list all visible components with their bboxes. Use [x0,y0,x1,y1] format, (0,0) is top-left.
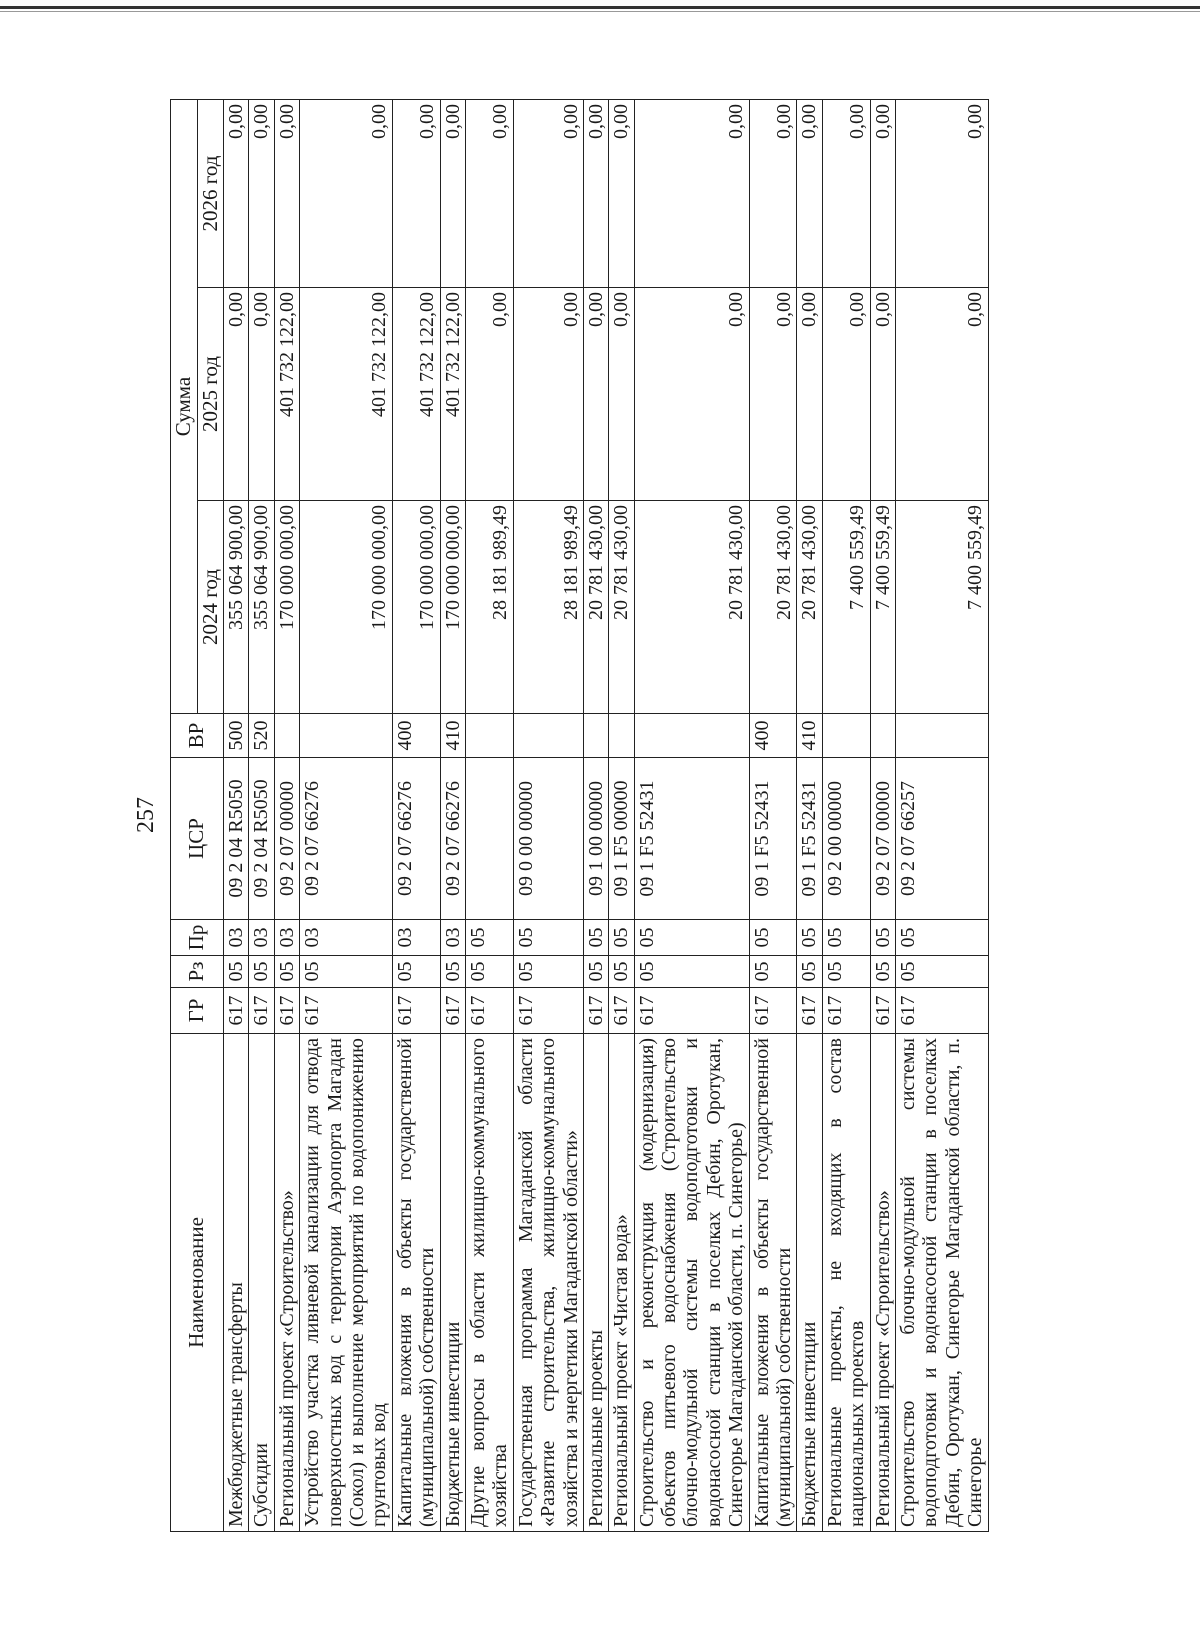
cell-rz: 05 [392,956,440,988]
cell-name: Региональный проект «Строительство» [870,1034,895,1532]
cell-2025: 0,00 [634,288,749,501]
cell-2026: 0,00 [465,99,513,287]
cell-csr: 09 2 00 00000 [822,758,870,920]
table-row [749,99,797,1531]
cell-name: Региональный проект «Строительство» [274,1034,299,1532]
header-2026: 2026 год [197,99,224,287]
cell-2024: 28 181 989,49 [465,501,513,714]
cell-2026: 0,00 [249,99,274,287]
cell-pr: 03 [440,920,465,956]
cell-csr: 09 2 04 R5050 [224,758,249,920]
header-pr: Пр [171,920,224,956]
cell-pr: 03 [224,920,249,956]
cell-csr: 09 1 F5 52431 [797,758,822,920]
cell-vr: 410 [440,714,465,758]
cell-2025: 0,00 [249,288,274,501]
cell-pr: 05 [513,920,583,956]
cell-vr [609,714,634,758]
table-body [224,99,989,1531]
cell-name: Государственная программа Магаданской области «Развитие строительства, жилищно-коммунального хозяйства и энергетики Магаданской области» [513,1034,583,1532]
cell-2026: 0,00 [609,99,634,287]
cell-gr: 617 [749,988,797,1034]
cell-pr: 03 [249,920,274,956]
cell-gr: 617 [797,988,822,1034]
cell-csr: 09 1 F5 52431 [634,758,749,920]
cell-vr: 500 [224,714,249,758]
cell-csr: 09 0 00 00000 [513,758,583,920]
cell-gr: 617 [609,988,634,1034]
cell-rz: 05 [300,956,393,988]
cell-2024: 170 000 000,00 [300,501,393,714]
table-header [171,99,224,1531]
table-row [440,99,465,1531]
cell-2024: 7 400 559,49 [822,501,870,714]
cell-2026: 0,00 [583,99,608,287]
cell-2026: 0,00 [870,99,895,287]
cell-csr: 09 1 00 00000 [583,758,608,920]
cell-name: Строительство и реконструкция (модернизация) объектов питьевого водоснабжения (Строительство блочно-модульной системы водоподготовки и водонасосной станции в поселках Дебин, Оротукан, Синегорье Магаданской области, п. Синегорье) [634,1034,749,1532]
cell-name: Устройство участка ливневой канализации для отвода поверхностных вод с территории Аэропорта Магадан (Сокол) и выполнение мероприятий по водопонижению грунтовых вод [300,1034,393,1532]
cell-vr [274,714,299,758]
table-row [822,99,870,1531]
cell-2026: 0,00 [224,99,249,287]
cell-vr [513,714,583,758]
cell-rz: 05 [895,956,988,988]
cell-rz: 05 [797,956,822,988]
cell-rz: 05 [249,956,274,988]
header-gr: ГР [171,988,224,1034]
cell-rz: 05 [465,956,513,988]
table-row [870,99,895,1531]
cell-rz: 05 [224,956,249,988]
cell-2024: 20 781 430,00 [749,501,797,714]
header-2024: 2024 год [197,501,224,714]
cell-pr: 05 [465,920,513,956]
table-row [249,99,274,1531]
cell-name: Региональный проект «Чистая вода» [609,1034,634,1532]
cell-2024: 170 000 000,00 [274,501,299,714]
cell-gr: 617 [440,988,465,1034]
cell-2026: 0,00 [634,99,749,287]
header-sum: Сумма [171,99,198,713]
cell-2026: 0,00 [797,99,822,287]
cell-gr: 617 [513,988,583,1034]
table-row [300,99,393,1531]
cell-csr: 09 2 07 66276 [440,758,465,920]
cell-rz: 05 [822,956,870,988]
cell-csr [465,758,513,920]
table-row [392,99,440,1531]
cell-2024: 20 781 430,00 [583,501,608,714]
cell-2024: 7 400 559,49 [895,501,988,714]
cell-csr: 09 2 07 00000 [870,758,895,920]
cell-gr: 617 [224,988,249,1034]
cell-rz: 05 [749,956,797,988]
cell-2026: 0,00 [300,99,393,287]
cell-2024: 28 181 989,49 [513,501,583,714]
cell-2025: 0,00 [797,288,822,501]
cell-gr: 617 [895,988,988,1034]
cell-csr: 09 2 07 66276 [392,758,440,920]
header-csr: ЦСР [171,758,224,920]
cell-2025: 0,00 [822,288,870,501]
cell-gr: 617 [822,988,870,1034]
cell-pr: 03 [274,920,299,956]
budget-table [170,99,989,1532]
cell-2025: 0,00 [513,288,583,501]
header-rz: Рз [171,956,224,988]
cell-2026: 0,00 [440,99,465,287]
cell-rz: 05 [513,956,583,988]
cell-2025: 0,00 [609,288,634,501]
cell-rz: 05 [634,956,749,988]
cell-gr: 617 [274,988,299,1034]
cell-gr: 617 [583,988,608,1034]
cell-name: Капитальные вложения в объекты государственной (муниципальной) собственности [392,1034,440,1532]
cell-name: Капитальные вложения в объекты государственной (муниципальной) собственности [749,1034,797,1532]
cell-pr: 05 [583,920,608,956]
cell-pr: 05 [797,920,822,956]
cell-vr: 520 [249,714,274,758]
cell-2024: 20 781 430,00 [609,501,634,714]
cell-name: Региональные проекты, не входящих в состав национальных проектов [822,1034,870,1532]
cell-2025: 0,00 [465,288,513,501]
cell-2026: 0,00 [513,99,583,287]
cell-gr: 617 [870,988,895,1034]
cell-2025: 401 732 122,00 [392,288,440,501]
header-vr: ВР [171,714,224,758]
cell-vr [822,714,870,758]
cell-name: Бюджетные инвестиции [440,1034,465,1532]
table-row [274,99,299,1531]
table-row [634,99,749,1531]
cell-2024: 355 064 900,00 [224,501,249,714]
cell-vr [895,714,988,758]
cell-vr: 410 [797,714,822,758]
cell-gr: 617 [300,988,393,1034]
table-row [513,99,583,1531]
cell-name: Межбюджетные трансферты [224,1034,249,1532]
cell-name: Бюджетные инвестиции [797,1034,822,1532]
cell-2026: 0,00 [274,99,299,287]
cell-gr: 617 [392,988,440,1034]
cell-gr: 617 [249,988,274,1034]
header-name: Наименование [171,1034,224,1532]
cell-2024: 7 400 559,49 [870,501,895,714]
cell-rz: 05 [870,956,895,988]
cell-2025: 401 732 122,00 [440,288,465,501]
cell-pr: 05 [634,920,749,956]
cell-csr: 09 2 04 R5050 [249,758,274,920]
cell-csr: 09 2 07 66257 [895,758,988,920]
cell-vr [634,714,749,758]
cell-2025: 0,00 [583,288,608,501]
cell-name: Региональные проекты [583,1034,608,1532]
cell-2026: 0,00 [749,99,797,287]
cell-vr [870,714,895,758]
cell-vr [300,714,393,758]
cell-pr: 03 [300,920,393,956]
cell-2024: 20 781 430,00 [634,501,749,714]
cell-2024: 170 000 000,00 [392,501,440,714]
cell-2025: 401 732 122,00 [300,288,393,501]
page-number: 257 [133,797,159,833]
rotated-table-container [170,100,1098,1532]
cell-2024: 170 000 000,00 [440,501,465,714]
cell-pr: 05 [609,920,634,956]
table-row [583,99,608,1531]
cell-pr: 03 [392,920,440,956]
cell-name: Субсидии [249,1034,274,1532]
header-2025: 2025 год [197,288,224,501]
cell-2025: 0,00 [870,288,895,501]
cell-pr: 05 [870,920,895,956]
cell-2026: 0,00 [822,99,870,287]
cell-vr: 400 [749,714,797,758]
cell-2025: 0,00 [895,288,988,501]
cell-gr: 617 [465,988,513,1034]
cell-csr: 09 2 07 66276 [300,758,393,920]
table-row [797,99,822,1531]
cell-2025: 401 732 122,00 [274,288,299,501]
cell-rz: 05 [440,956,465,988]
cell-rz: 05 [583,956,608,988]
cell-pr: 05 [895,920,988,956]
cell-2026: 0,00 [895,99,988,287]
cell-2024: 355 064 900,00 [249,501,274,714]
cell-pr: 05 [822,920,870,956]
cell-gr: 617 [634,988,749,1034]
table-row [609,99,634,1531]
cell-name: Другие вопросы в области жилищно-коммунального хозяйства [465,1034,513,1532]
cell-vr: 400 [392,714,440,758]
cell-2025: 0,00 [749,288,797,501]
cell-csr: 09 1 F5 00000 [609,758,634,920]
cell-name: Строительство блочно-модульной системы водоподготовки и водонасосной станции в поселках Дебин, Оротукан, Синегорье Магаданской области, п. Синегорье [895,1034,988,1532]
cell-2026: 0,00 [392,99,440,287]
table-row [895,99,988,1531]
top-rule-thin [0,11,1200,12]
cell-rz: 05 [274,956,299,988]
cell-pr: 05 [749,920,797,956]
cell-vr [465,714,513,758]
cell-2024: 20 781 430,00 [797,501,822,714]
cell-2025: 0,00 [224,288,249,501]
cell-csr: 09 2 07 00000 [274,758,299,920]
cell-rz: 05 [609,956,634,988]
cell-vr [583,714,608,758]
table-row [224,99,249,1531]
table-row [465,99,513,1531]
top-rule [0,6,1200,9]
cell-csr: 09 1 F5 52431 [749,758,797,920]
